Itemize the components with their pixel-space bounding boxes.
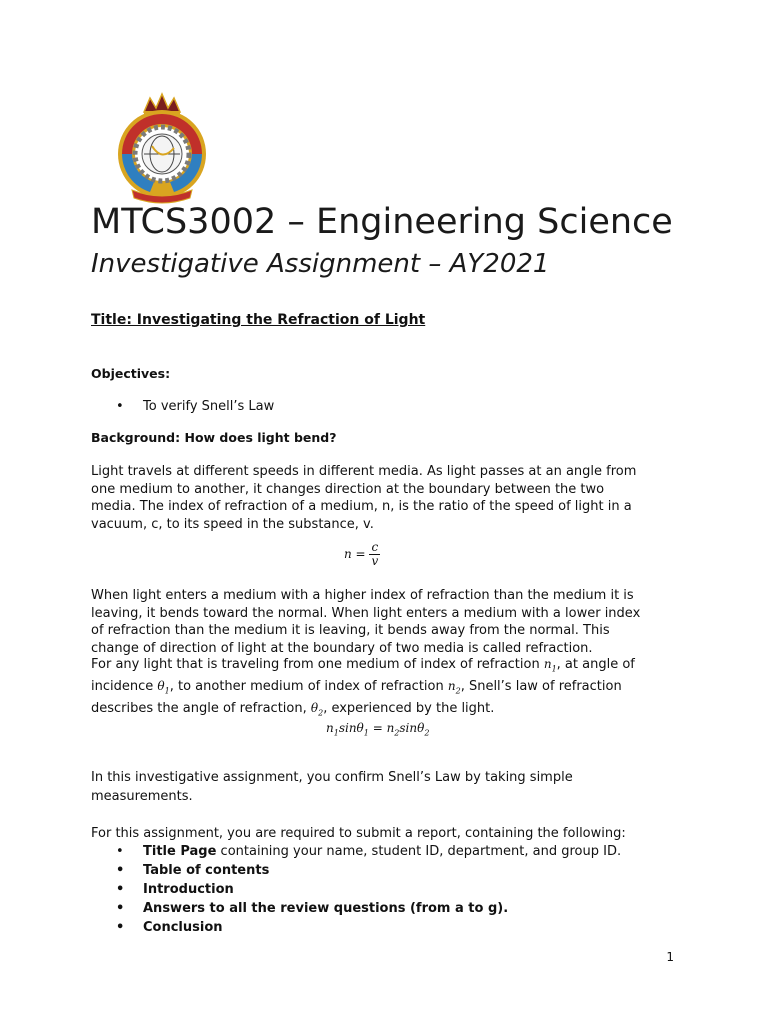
text-line: media. The index of refraction of a medium, n, is the ratio of the speed of light in a	[91, 499, 632, 515]
text-segment: describes the angle of refraction,	[91, 700, 311, 716]
report-requirements-list	[91, 842, 621, 937]
math-theta2: $\theta_2$	[310, 700, 324, 718]
eq-sub: 2	[424, 728, 430, 738]
eq-sub: 1	[363, 728, 369, 738]
snells-law-equation	[326, 721, 429, 737]
fraction-denominator: v	[371, 554, 379, 568]
text-line	[91, 656, 681, 678]
fraction-numerator: c	[369, 541, 380, 555]
text-line: leaving, it bends toward the normal. When light enters a medium with a lower index	[91, 605, 641, 621]
text-segment: , at angle of	[556, 657, 635, 672]
list-item	[91, 842, 621, 861]
report-intro: For this assignment, you are required to submit a report, containing the following:	[91, 826, 626, 841]
math-n2: $n_2$	[447, 678, 461, 696]
text-line: vacuum, c, to its speed in the substance, v.	[91, 516, 374, 532]
equation-lhs: n =	[344, 547, 366, 561]
text-line: measurements.	[91, 789, 193, 804]
background-heading: Background: How does light bend?	[91, 430, 337, 445]
math-n1: $n_1$	[543, 657, 557, 674]
page-number: 1	[666, 950, 674, 964]
text-line: one medium to another, it changes direction at the boundary between the two	[91, 481, 605, 497]
math-theta1: $\theta_1$	[157, 678, 170, 696]
text-line	[91, 678, 681, 700]
list-item: • Table of contents	[91, 861, 621, 880]
text-line: In this investigative assignment, you confirm Snell’s Law by taking simple	[91, 770, 573, 785]
text-segment: , to another medium of index of refraction	[169, 678, 448, 694]
text-line: of refraction than the medium it is leaving, it bends away from the normal. This	[91, 623, 610, 639]
text-segment: incidence	[91, 678, 158, 694]
text-segment: , experienced by the light.	[323, 700, 495, 716]
objectives-list	[91, 397, 274, 416]
list-item: • Introduction	[91, 880, 621, 899]
list-item-text: containing your name, student ID, department, and group ID.	[216, 844, 622, 859]
eq-sub: 2	[394, 728, 400, 738]
background-paragraph-2	[91, 587, 681, 657]
eq-n: n	[386, 721, 395, 735]
list-item-bold: Title Page	[143, 844, 217, 859]
eq-equals: =	[368, 721, 387, 735]
objectives-label: Objectives:	[91, 366, 171, 381]
background-paragraph-4	[91, 768, 681, 806]
fraction	[369, 541, 380, 568]
list-item: • Conclusion	[91, 918, 621, 937]
list-item: • Answers to all the review questions (from a to g).	[91, 899, 621, 918]
document-subtitle: Investigative Assignment – AY2021	[91, 249, 550, 279]
institution-crest-logo	[104, 92, 220, 204]
background-paragraph-3	[91, 656, 681, 722]
background-paragraph-1	[91, 463, 681, 533]
text-line: change of direction of light at the boundary of two media is called refraction.	[91, 640, 593, 656]
eq-sin: sinθ	[399, 721, 425, 735]
text-segment: For any light that is traveling from one medium of index of refraction	[91, 657, 544, 672]
text-line: Light travels at different speeds in different media. As light passes at an angle from	[91, 464, 637, 479]
assignment-title: Title: Investigating the Refraction of Light	[91, 312, 426, 328]
eq-sub: 1	[333, 728, 339, 738]
course-title: MTCS3002 – Engineering Science	[91, 202, 673, 242]
index-of-refraction-equation	[344, 541, 380, 568]
eq-sin: sinθ	[338, 721, 364, 735]
eq-n: n	[326, 721, 334, 735]
objective-item: • To verify Snell’s Law	[91, 397, 274, 416]
text-segment: , Snell’s law of refraction	[460, 678, 622, 694]
text-line	[91, 700, 681, 722]
text-line: When light enters a medium with a higher index of refraction than the medium it is	[91, 588, 634, 603]
